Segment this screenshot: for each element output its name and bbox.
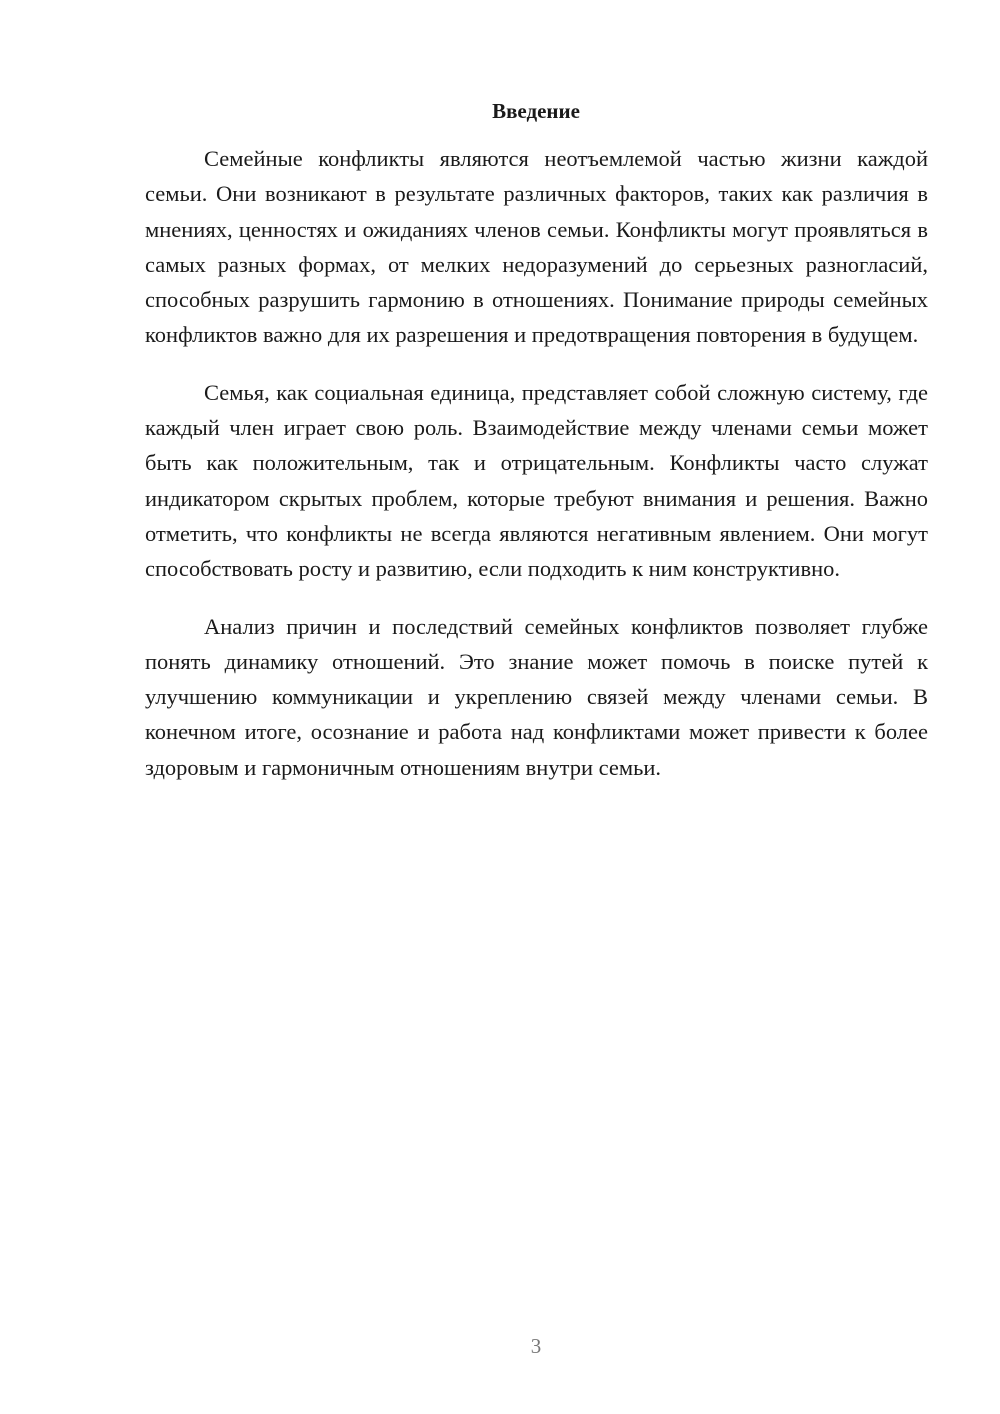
paragraph-1: Семейные конфликты являются неотъемлемой частью жизни каждой семьи. Они возникают в результате различных факторов, таких как различия в мнениях, ценностях и ожиданиях членов семьи. Конфликты могут проявляться в самых разных формах, от мелких недоразумений до серьезных разногласий, способных разрушить гармонию в отношениях. Понимание природы семейных конфликтов важно для их разрешения и предотвращения повторения в будущем. bbox=[145, 146, 928, 348]
paragraph-2: Семья, как социальная единица, представляет собой сложную систему, где каждый член играет свою роль. Взаимодействие между членами семьи может быть как положительным, так и отрицательным. Конфликты часто служат индикатором скрытых проблем, которые требуют внимания и решения. Важно отметить, что конфликты не всегда являются негативным явлением. Они могут способствовать росту и развитию, если подходить к ним конструктивно. bbox=[145, 379, 928, 582]
paragraph-3: Анализ причин и последствий семейных конфликтов позволяет глубже понять динамику отношений. Это знание может помочь в поиске путей к улучшению коммуникации и укреплению связей между членами семьи. В конечном итоге, осознание и работа над конфликтами может привести к более здоровым и гармоничным отношениям внутри семьи. bbox=[145, 613, 928, 780]
document-body bbox=[145, 141, 928, 807]
page-title: Введение bbox=[492, 99, 580, 123]
page-number: 3 bbox=[530, 1334, 542, 1358]
